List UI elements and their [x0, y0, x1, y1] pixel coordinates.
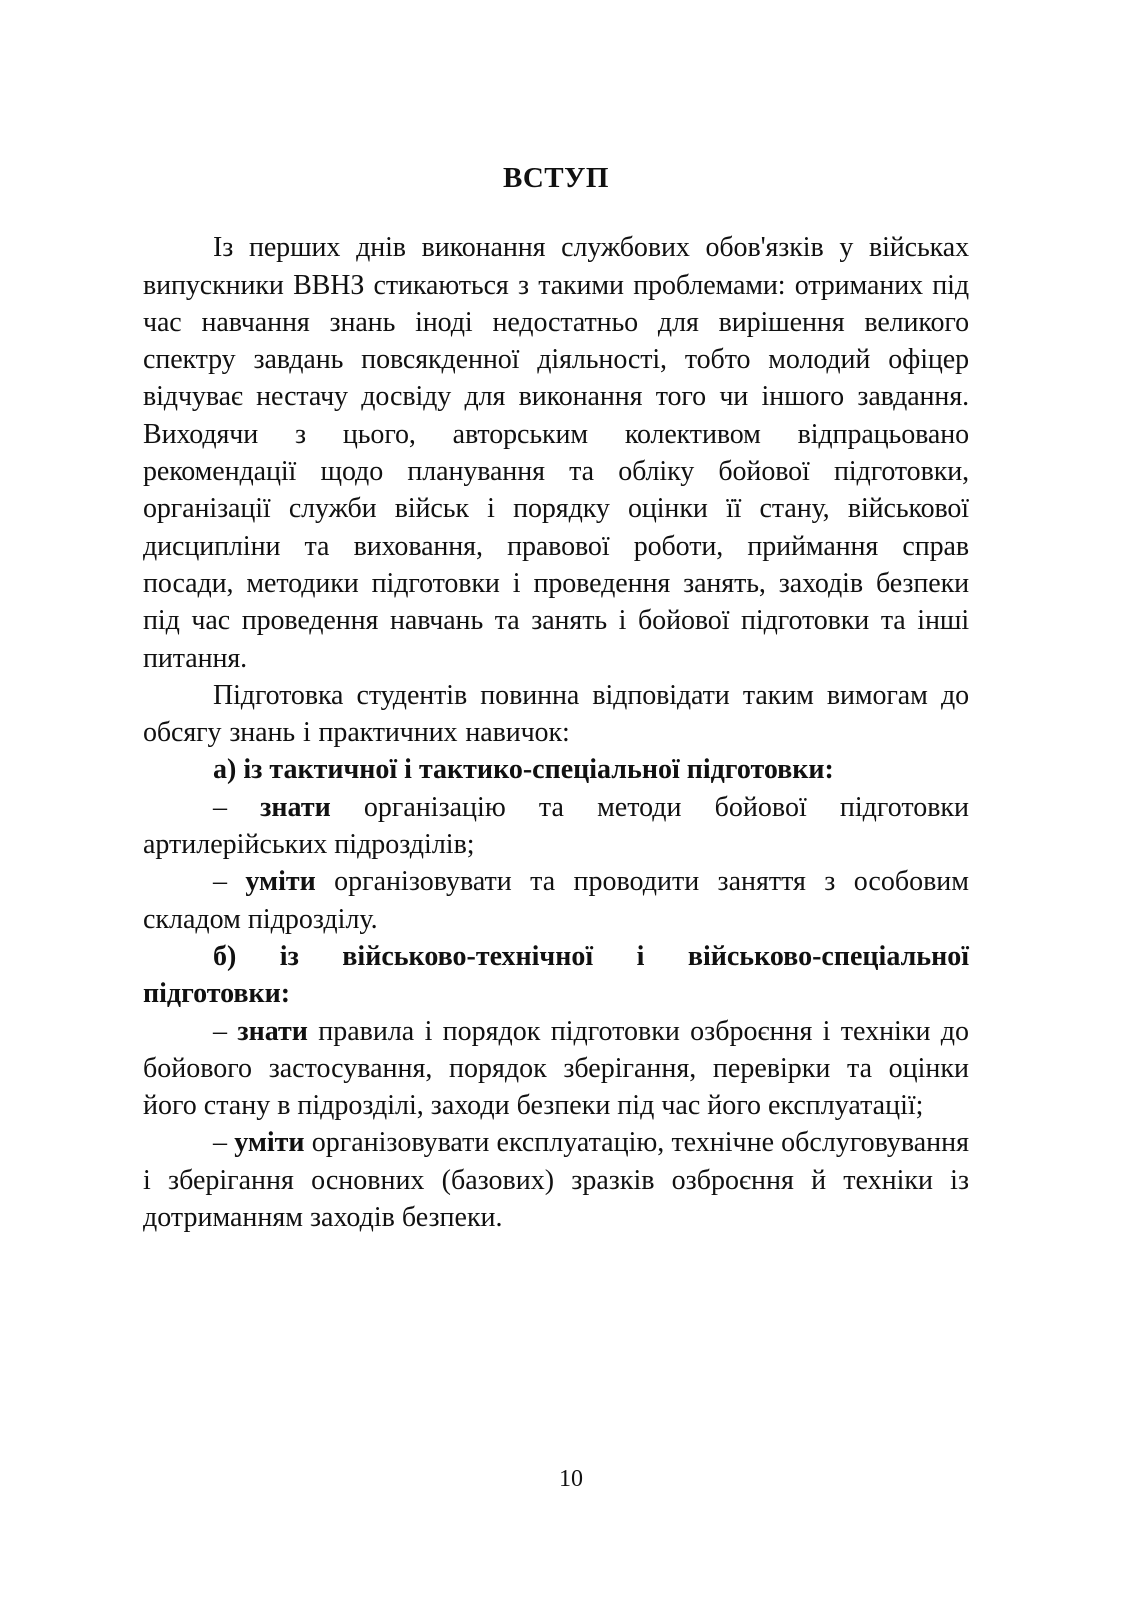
- page-title: ВСТУП: [503, 162, 609, 194]
- dash: –: [213, 1127, 235, 1159]
- intro-paragraph: Із перших днів виконання службових обов'язків у військах випускники ВВНЗ стикаються з такими проблемами: отриманих під час навчання знань іноді недостатньо для вирішення великого спектру завдань повсякденної діяльності, тобто молодий офіцер відчуває нестачу досвіду для виконання того чи іншого завдання. Виходячи з цього, авторським колективом відпрацьовано рекомендації щодо планування та обліку бойової підготовки, організації служби військ і порядку оцінки її стану, військової дисципліни та виховання, правової роботи, приймання справ посади, методики підготовки і проведення занять, заходів безпеки під час проведення навчань та занять і бойової підготовки та інші питання.: [143, 232, 969, 674]
- item-text: організовувати та проводити заняття з особовим складом підрозділу.: [143, 866, 970, 935]
- document-page: [143, 160, 969, 1236]
- list-item-know: [143, 789, 969, 864]
- list-item-can: [143, 1124, 969, 1236]
- item-text: правила і порядок підготовки озброєння і техніки до бойового застосування, порядок зберігання, перевірки та оцінки його стану в підрозділі, заходи безпеки під час його експлуатації;: [143, 1015, 970, 1122]
- item-text: організацію та методи бойової підготовки артилерійських підрозділів;: [143, 791, 969, 861]
- list-item-can: [143, 863, 969, 938]
- requirements-paragraph: Підготовка студентів повинна відповідати таким вимогам до обсягу знань і практичних навичок:: [143, 679, 969, 749]
- list-item-know: [143, 1013, 969, 1125]
- page-number: 10: [559, 1466, 583, 1492]
- section-heading-tactical: а) із тактичної і тактико-спеціальної підготовки:: [213, 754, 834, 786]
- keyword: знати: [260, 791, 331, 823]
- keyword: уміти: [245, 866, 316, 898]
- dash: –: [213, 791, 261, 823]
- dash: –: [213, 1015, 238, 1047]
- dash: –: [213, 866, 246, 898]
- item-text: організовувати експлуатацію, технічне обслуговування і зберігання основних (базових) зразків озброєння й техніки із дотриманням заходів безпеки.: [143, 1127, 970, 1234]
- section-heading-technical: б) із військово-технічної і військово-спеціальної підготовки:: [143, 940, 969, 1010]
- keyword: уміти: [234, 1127, 305, 1159]
- keyword: знати: [237, 1015, 308, 1047]
